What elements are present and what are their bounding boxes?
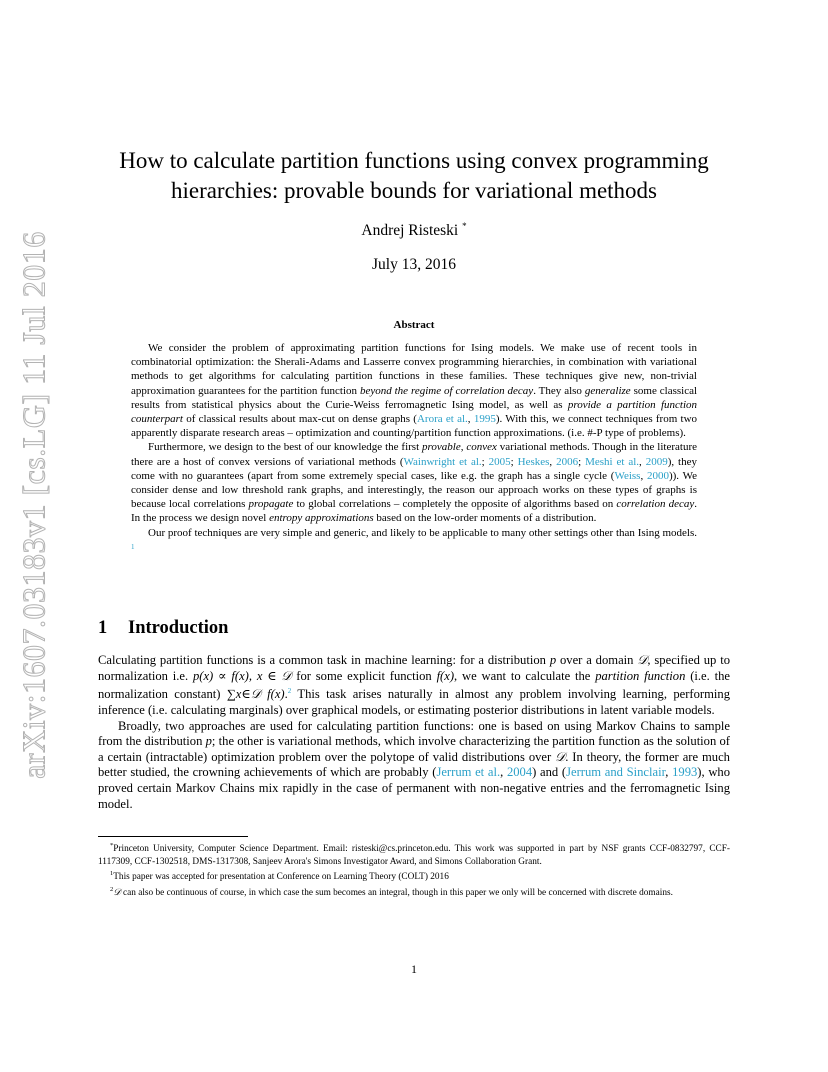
footnote-2: $^2$𝒟 can also be continuous of course, in which case the sum becomes an integral, though in this paper we only will be concerned with discrete domains. [110, 885, 673, 898]
citation-year-link[interactable]: 2006 [556, 455, 579, 468]
footnote-1-link[interactable]: 1 [131, 542, 135, 551]
citation-link[interactable]: Heskes [517, 455, 550, 468]
citation-year-link[interactable]: 1993 [672, 765, 698, 780]
citation-link[interactable]: Jerrum et al. [436, 765, 501, 780]
citation-link[interactable]: Weiss [614, 469, 641, 482]
introduction-body [98, 653, 730, 812]
citation-year-link[interactable]: 2005 [488, 455, 511, 468]
footnote-2-link[interactable]: 2 [287, 687, 292, 696]
footnote-1: $^1$This paper was accepted for presentation at Conference on Learning Theory (COLT) 2016 [110, 870, 449, 883]
footnote-divider [98, 836, 248, 837]
citation-year-link[interactable]: 2004 [506, 765, 533, 780]
abstract-paragraph-2: Furthermore, we design to the best of our knowledge the first provable, convex variational methods. Though in the literature there are a host of convex versions of variational methods (Wainwright et al.; 2005; Heskes, 2006; Meshi et al., 2009), they come with no guarantees (apart from some extremely special cases, like e.g. the graph has a single cycle (Weiss, 2000)). We consider dense and low threshold rank graphs, and interestingly, the reason our approach works on these types of graphs is because local correlations propagate to global correlations – completely the opposite of algorithms based on correlation decay. In the process we design novel entropy approximations based on the low-order moments of a distribution. [131, 441, 698, 525]
footnotes [98, 840, 730, 899]
paper-date: July 13, 2016 [372, 256, 456, 273]
paper-title [80, 146, 748, 206]
citation-year-link[interactable]: 2009 [645, 455, 668, 468]
citation-link[interactable]: Arora et al. [416, 413, 468, 426]
section-title: Introduction [128, 618, 229, 638]
citation-link[interactable]: Wainwright et al. [403, 455, 482, 468]
abstract-paragraph-3: Our proof techniques are very simple and generic, and likely to be applicable to many other settings other than Ising models. $^1$ [131, 526, 697, 551]
citation-year-link[interactable]: 2000 [646, 469, 669, 482]
footnote-author: *Princeton University, Computer Science Department. Email: risteski@cs.princeton.edu. This work was supported in part by NSF grants CCF-0832797, CCF-1117309, CCF-1302518, DMS-1317308, Sanjeev Arora's Simons Investigator Award, and Simons Collaboration Grant. [98, 842, 730, 867]
title-line-1: How to calculate partition functions using convex programming [119, 148, 709, 173]
author-name: Andrej Risteski * [361, 221, 467, 240]
abstract-paragraph-1: We consider the problem of approximating partition functions for Ising models. We make use of recent tools in combinatorial optimization: the Sherali-Adams and Lasserre convex programming hierarchies, in combination with variational methods to get algorithms for calculating partition functions in these families. These techniques give new, non-trivial approximation guarantees for the partition function beyond the regime of correlation decay. They also generalize some classical results from statistical physics about the Curie-Weiss ferromagnetic Ising model, as well as provide a partition function counterpart of classical results about max-cut on dense graphs (Arora et al., 1995). With this, we connect techniques from two apparently disparate research areas – optimization and counting/partition function approximations. (i.e. #-P type of problems). [131, 342, 698, 440]
citation-link[interactable]: Meshi et al. [585, 455, 640, 468]
citation-link[interactable]: Jerrum and Sinclair [566, 765, 666, 780]
arxiv-stamp: arXiv:1607.03183v1 [cs.LG] 11 Jul 2016 [15, 231, 52, 779]
math-expression: p(x) ∝ f(x), x ∈ 𝒟 [192, 668, 292, 683]
intro-paragraph-2: Broadly, two approaches are used for calculating partition functions: one is based on using Markov Chains to sample from the distribution p; the other is variational methods, which involve characterizing the partition function as the solution of a certain (intractable) optimization problem over the polytope of valid distributions over 𝒟. In theory, the former are much better studied, the crowning achievements of which are probably (Jerrum et al., 2004) and (Jerrum and Sinclair, 1993), who proved certain Markov Chains mix rapidly in the case of permanent with non-negative entries and the ferromagnetic Ising model. [98, 718, 731, 811]
citation-year-link[interactable]: 1995 [473, 413, 496, 426]
author-footnote-mark: * [462, 221, 467, 231]
intro-paragraph-1: Calculating partition functions is a common task in machine learning: for a distribution p over a domain 𝒟, specified up to normalization i.e. p(x) ∝ f(x), x ∈ 𝒟 for some explicit function f(x), we want to calculate the partition function (i.e. the normalization constant) ∑x∈𝒟 f(x).$^2$ This task arises naturally in almost any problem involving learning, performing inference (i.e. calculating marginals) over graphical models, or estimating posterior distributions in latent variable models. [98, 653, 730, 717]
title-line-2: hierarchies: provable bounds for variational methods [170, 178, 658, 203]
section-heading [98, 618, 228, 639]
abstract-body [131, 341, 697, 558]
math-sum: ∑x∈𝒟 f(x) [226, 687, 285, 702]
page-number: 1 [411, 962, 417, 976]
section-number: 1 [98, 618, 108, 638]
abstract-heading: Abstract [393, 319, 435, 331]
